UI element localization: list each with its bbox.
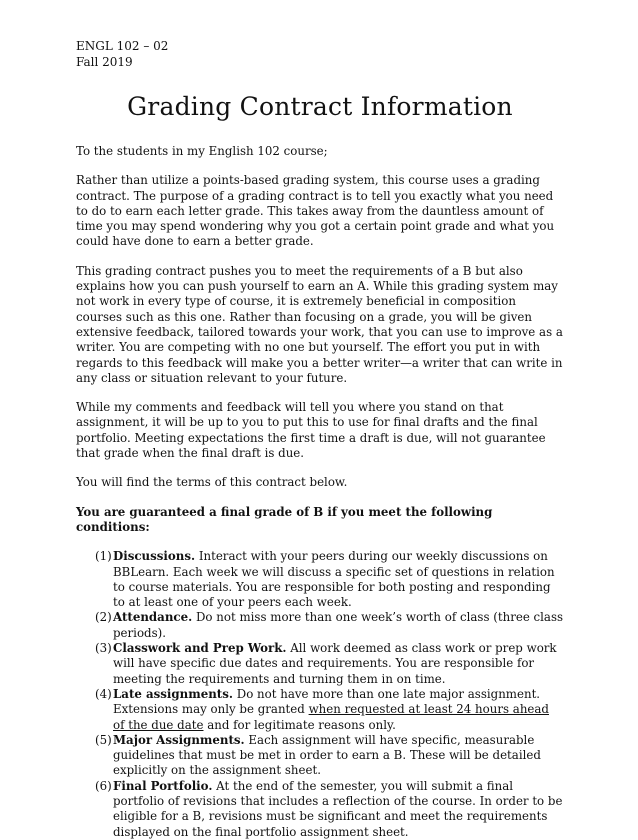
condition-title: Classwork and Prep Work. bbox=[113, 641, 287, 656]
paragraph-terms-below: You will find the terms of this contract below. bbox=[76, 475, 348, 490]
condition-item bbox=[95, 779, 564, 840]
paragraph-feedback: While my comments and feedback will tell you where you stand on that assignment, it will be up to you to put this to use for final drafts and the final portfolio. Meeting expectations the first time a draft is due, will not guarantee that grade when the final draft is due. bbox=[76, 400, 546, 461]
condition-text: All work deemed as class work or prep work will have specific due dates and requirements. You are responsible for meeting the requirements and turning them in on time. bbox=[113, 641, 557, 686]
condition-text: Each assignment will have specific, measurable guidelines that must be met in order to earn a B. These will be detailed explicitly on the assignment sheet. bbox=[113, 732, 541, 778]
salutation: To the students in my English 102 course; bbox=[76, 144, 328, 158]
condition-number: (6) bbox=[95, 778, 112, 793]
condition-item bbox=[95, 549, 564, 610]
conditions-list bbox=[76, 549, 564, 840]
condition-text: At the end of the semester, you will submit a final portfolio of revisions that includes a reflection of the course. In order to be eligible for a B, revisions must be significant and meet the requirements displayed on the final portfolio assignment sheet. bbox=[113, 778, 563, 839]
document-page bbox=[76, 38, 564, 840]
condition-text: and for legitimate reasons only. bbox=[203, 717, 396, 732]
condition-item bbox=[95, 641, 564, 687]
document-title: Grading Contract Information bbox=[127, 92, 513, 121]
paragraph-contract-purpose: This grading contract pushes you to meet the requirements of a B but also explains how you can push yourself to earn an A. While this grading system may not work in every type of course, it is extremely beneficial in composition courses such as this one. Rather than focusing on a grade, you will be given extensive feedback, tailored towards your work, that you can use to improve as a writer. You are competing with no one but yourself. The effort you put in with regards to this feedback will make you a better writer—a writer that can write in any class or situation relevant to your future. bbox=[76, 263, 563, 385]
condition-number: (4) bbox=[95, 686, 112, 701]
condition-title: Attendance. bbox=[113, 610, 193, 625]
condition-title: Major Assignments. bbox=[113, 732, 245, 747]
condition-underlined-text: when requested at least 24 hours ahead of the due date bbox=[113, 702, 549, 732]
condition-title: Discussions. bbox=[113, 549, 196, 564]
condition-item bbox=[95, 733, 564, 779]
condition-item bbox=[95, 687, 564, 733]
condition-number: (1) bbox=[95, 549, 112, 564]
condition-text: Do not have more than one late major assignment. Extensions may only be granted bbox=[113, 686, 541, 717]
course-term: Fall 2019 bbox=[76, 55, 133, 69]
paragraph-intro: Rather than utilize a points-based grading system, this course uses a grading contract. The purpose of a grading contract is to tell you exactly what you need to do to earn each letter grade. This takes away from the dauntless amount of time you may spend wondering why you got a certain point grade and what you could have done to earn a better grade. bbox=[76, 173, 555, 249]
condition-text: Interact with your peers during our weekly discussions on BBLearn. Each week we will discuss a specific set of questions in relation to course materials. You are responsible for both posting and responding to at least one of your peers each week. bbox=[113, 549, 555, 610]
condition-number: (5) bbox=[95, 732, 112, 747]
condition-number: (2) bbox=[95, 610, 112, 625]
condition-title: Late assignments. bbox=[113, 686, 233, 701]
course-code: ENGL 102 – 02 bbox=[76, 39, 169, 53]
condition-text: Do not miss more than one week’s worth of class (three class periods). bbox=[113, 610, 564, 640]
condition-item bbox=[95, 610, 564, 641]
condition-title: Final Portfolio. bbox=[113, 778, 213, 793]
condition-number: (3) bbox=[95, 641, 112, 656]
conditions-heading: You are guaranteed a final grade of B if you meet the following conditions: bbox=[76, 504, 493, 534]
